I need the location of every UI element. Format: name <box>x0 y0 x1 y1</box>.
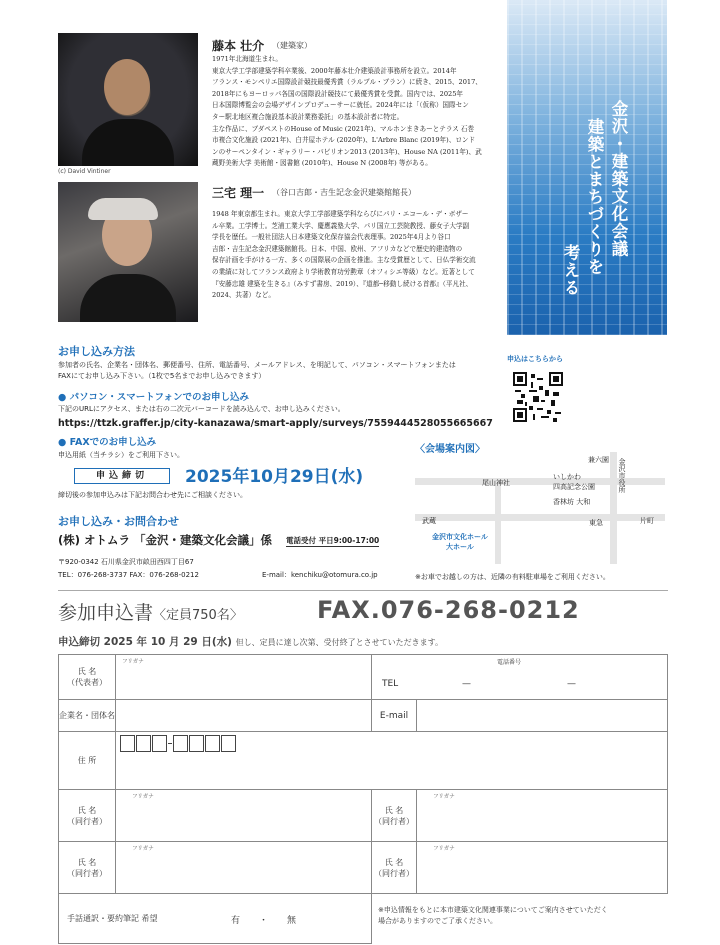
notice-cell <box>372 894 668 944</box>
map-label-katamachi: 片町 <box>640 517 654 525</box>
phone-label: 電話番号 <box>497 659 522 666</box>
companion-name-label: 氏 名 （同行者） <box>59 790 116 842</box>
fax-apply-heading-text: FAXでのお申し込み <box>69 437 157 448</box>
contact-address: 〒920-0342 石川県金沢市畝田西四丁目67 <box>58 558 194 566</box>
privacy-notice: ※申込情報をもとに本市建築文化関連事業についてご案内させていただく 場合がありますのでご了承ください。 <box>378 906 608 925</box>
companion-name-label: 氏 名 （同行者） <box>372 790 417 842</box>
qr-label: 申込はこちらから <box>507 355 563 363</box>
email-label: E-mail <box>372 700 417 732</box>
form-deadline-suffix: 但し、定員に達し次第、受付終了とさせていただきます。 <box>235 638 443 647</box>
companion-name-field[interactable] <box>417 790 668 842</box>
form-fax-number: FAX.076-268-0212 <box>317 596 580 624</box>
deadline-label: 申込締切 <box>74 468 170 484</box>
contact-tel-fax: TEL：076-268-3737 FAX：076-268-0212 <box>58 571 199 579</box>
interpretation-label: 手話通訳・要約筆記 希望 <box>67 914 158 923</box>
companion-name-field[interactable] <box>116 790 372 842</box>
zip-dash <box>168 743 172 744</box>
address-field[interactable] <box>116 732 668 790</box>
furigana-label: フリガナ <box>122 659 144 665</box>
phone-dash: — <box>567 679 576 689</box>
tel-label: TEL <box>382 679 399 689</box>
shoulders-shape <box>82 119 174 166</box>
web-apply-text: 下記のURLにアクセス、または右の二次元バーコードを読み込んで、お申し込みください。 <box>58 405 345 413</box>
speaker-name: 藤本 壮介 <box>212 39 265 53</box>
interpretation-no-option[interactable]: 無 <box>287 916 297 926</box>
zip-box[interactable] <box>189 735 204 752</box>
map-label-tokyu: 東急 <box>589 519 603 527</box>
zip-box[interactable] <box>152 735 167 752</box>
fax-apply-heading <box>58 434 156 448</box>
map-label-korinbo: 香林坊 大和 <box>553 498 591 506</box>
contact-heading: お申し込み・お問合わせ <box>58 515 179 528</box>
furigana-label: フリガナ <box>433 794 455 800</box>
zip-box[interactable] <box>205 735 220 752</box>
speaker-photo-fujimoto <box>58 33 198 166</box>
face-shape <box>104 59 150 115</box>
representative-name-label: 氏 名 （代表者） <box>59 655 116 700</box>
speaker-name: 三宅 理一 <box>212 186 265 200</box>
hair-shape <box>88 198 158 220</box>
option-separator: ・ <box>259 916 269 926</box>
map-label-oyama-shrine: 尾山神社 <box>482 479 510 487</box>
map-label-musashi: 武蔵 <box>422 517 436 525</box>
title-banner <box>507 0 667 335</box>
web-apply-heading-text: パソコン・スマートフォンでのお申し込み <box>69 392 249 403</box>
form-capacity: 〈定員750名〉 <box>153 608 243 623</box>
zip-box[interactable] <box>173 735 188 752</box>
apply-url-link[interactable]: https://ttzk.graffer.jp/city-kanazawa/smart-apply/surveys/7559444528055665667 <box>58 418 493 429</box>
qr-code-icon[interactable] <box>513 372 563 422</box>
form-title-text: 参加申込書 <box>58 602 154 624</box>
contact-org: (株) オトムラ 「金沢・建築文化会議」係 <box>58 533 273 547</box>
email-field[interactable] <box>417 700 668 732</box>
banner-title-line2: 建築とまちづくりを <box>585 118 604 276</box>
representative-name-field[interactable] <box>116 655 372 700</box>
furigana-label: フリガナ <box>132 794 154 800</box>
divider <box>58 590 668 591</box>
application-form <box>58 654 668 944</box>
bullet-icon: ● <box>58 437 67 448</box>
bullet-icon: ● <box>58 392 67 403</box>
map-heading: 〈会場案内図〉 <box>415 444 485 455</box>
map-label-city-hall: 金沢市役所 <box>618 458 626 493</box>
phone-field[interactable] <box>372 655 668 700</box>
web-apply-heading <box>58 389 249 403</box>
companion-name-field[interactable] <box>417 842 668 894</box>
company-field[interactable] <box>116 700 372 732</box>
form-deadline <box>58 634 443 649</box>
contact-email[interactable]: E-mail：kenchiku@otomura.co.jp <box>262 571 378 579</box>
fax-apply-text: 申込用紙（当チラシ）をご利用下さい。 <box>58 451 184 459</box>
map-label-venue: 金沢市文化ホール 大ホール <box>432 533 488 551</box>
shoulders-shape <box>80 274 176 322</box>
map-label-kenrokuen: 兼六園 <box>588 456 609 464</box>
apply-heading: お申し込み方法 <box>58 345 135 358</box>
phone-dash: — <box>462 679 471 689</box>
deadline-date: 2025年10月29日(水) <box>185 467 364 487</box>
banner-title-line3: 考える <box>561 244 580 297</box>
form-title <box>58 598 243 625</box>
photo-credit: (c) David Vintiner <box>58 168 111 175</box>
interpretation-row <box>59 894 372 944</box>
banner-title-line1: 金沢・建築文化会議 <box>609 100 628 258</box>
interpretation-yes-option[interactable]: 有 <box>231 916 241 926</box>
speaker-role: （谷口吉郎・吉生記念金沢建築館館長） <box>272 188 416 197</box>
form-deadline-text: 申込締切 2025 年 10 月 29 日(水) <box>58 636 232 648</box>
zip-box[interactable] <box>221 735 236 752</box>
companion-name-label: 氏 名 （同行者） <box>372 842 417 894</box>
map-label-park: いしかわ 四高記念公園 <box>553 473 595 491</box>
apply-intro: 参加者の氏名、企業名・団体名、郵便番号、住所、電話番号、メールアドレス、を明記して、パソコン・スマートフォンまたは FAXにてお申し込み下さい。（1枚で5名までお申し込みできます） <box>58 361 456 380</box>
companion-name-field[interactable] <box>116 842 372 894</box>
speaker-bio: 1971年北海道生まれ。 東京大学工学部建築学科卒業後、2000年藤本壮介建築設計事務所を設立。2014年 フランス・モンペリエ国際設計競技最優秀賞（ラルブル・ブラン）に続き、2015、2017、 2018年にもヨーロッパ各国の国際設計競技にて最優秀賞を受賞。国内では、2025年 日本国際博覧会の会場デザインプロデューサーに就任。2024年には「（仮称）国際セン ター駅北地区複合施設基本設計業務委託」の基本設計者に特定。 主な作品に、ブダペストのHouse of Music (2021年)、マルホンまきあーとテラス 石巻 市複合文化施設 (2021年)、白井屋ホテル (2020年)、L'Arbre Blanc (2019年)、ロンド ンのサーペンタイン・ギャラリー・パビリオン2013 (2013年)、House NA (2011年)、武 蔵野美術大学 美術館・図書館 (2010年)、House N (2008年) 等がある。 <box>212 55 482 168</box>
furigana-label: フリガナ <box>132 846 154 852</box>
furigana-label: フリガナ <box>433 846 455 852</box>
companion-name-label: 氏 名 （同行者） <box>59 842 116 894</box>
speaker-bio: 1948 年東京都生まれ。東京大学工学部建築学科ならびにパリ・エコール・デ・ボザー ル卒業。工学博士。芝浦工業大学、慶應義塾大学、パリ国立工芸院教授、藤女子大学副 学長を歴任。一般社団法人日本建築文化保存協会代表理事。2025年4月より谷口 吉郎・吉生記念金沢建築館館長。日本、中国、欧州、アフリカなどで歴史的建造物の 保存計画を手がける一方、多くの国際展の企画を推進。主な受賞歴として、日仏学術交流 の業績に対してフランス政府より学術教育功労勲章（オフィシエ等級）など。近著として 『安藤忠雄 建築を生きる』（みすず書房、2019）、『道都─移動し続ける首都』（平凡社、 2024、共著）など。 <box>212 210 476 300</box>
map-note: ※お車でお越しの方は、近隣の有料駐車場をご利用ください。 <box>415 573 610 581</box>
contact-hours: 電話受付 平日9:00-17:00 <box>286 536 380 545</box>
speaker-photo-miyake <box>58 182 198 322</box>
zip-box[interactable] <box>120 735 135 752</box>
address-label: 住 所 <box>59 732 116 790</box>
deadline-note: 締切後の参加申込みは下記お問合わせ先にご相談ください。 <box>58 491 247 499</box>
company-label: 企業名・団体名 <box>59 700 116 732</box>
zip-box[interactable] <box>136 735 151 752</box>
speaker-role: （建築家） <box>272 41 312 50</box>
